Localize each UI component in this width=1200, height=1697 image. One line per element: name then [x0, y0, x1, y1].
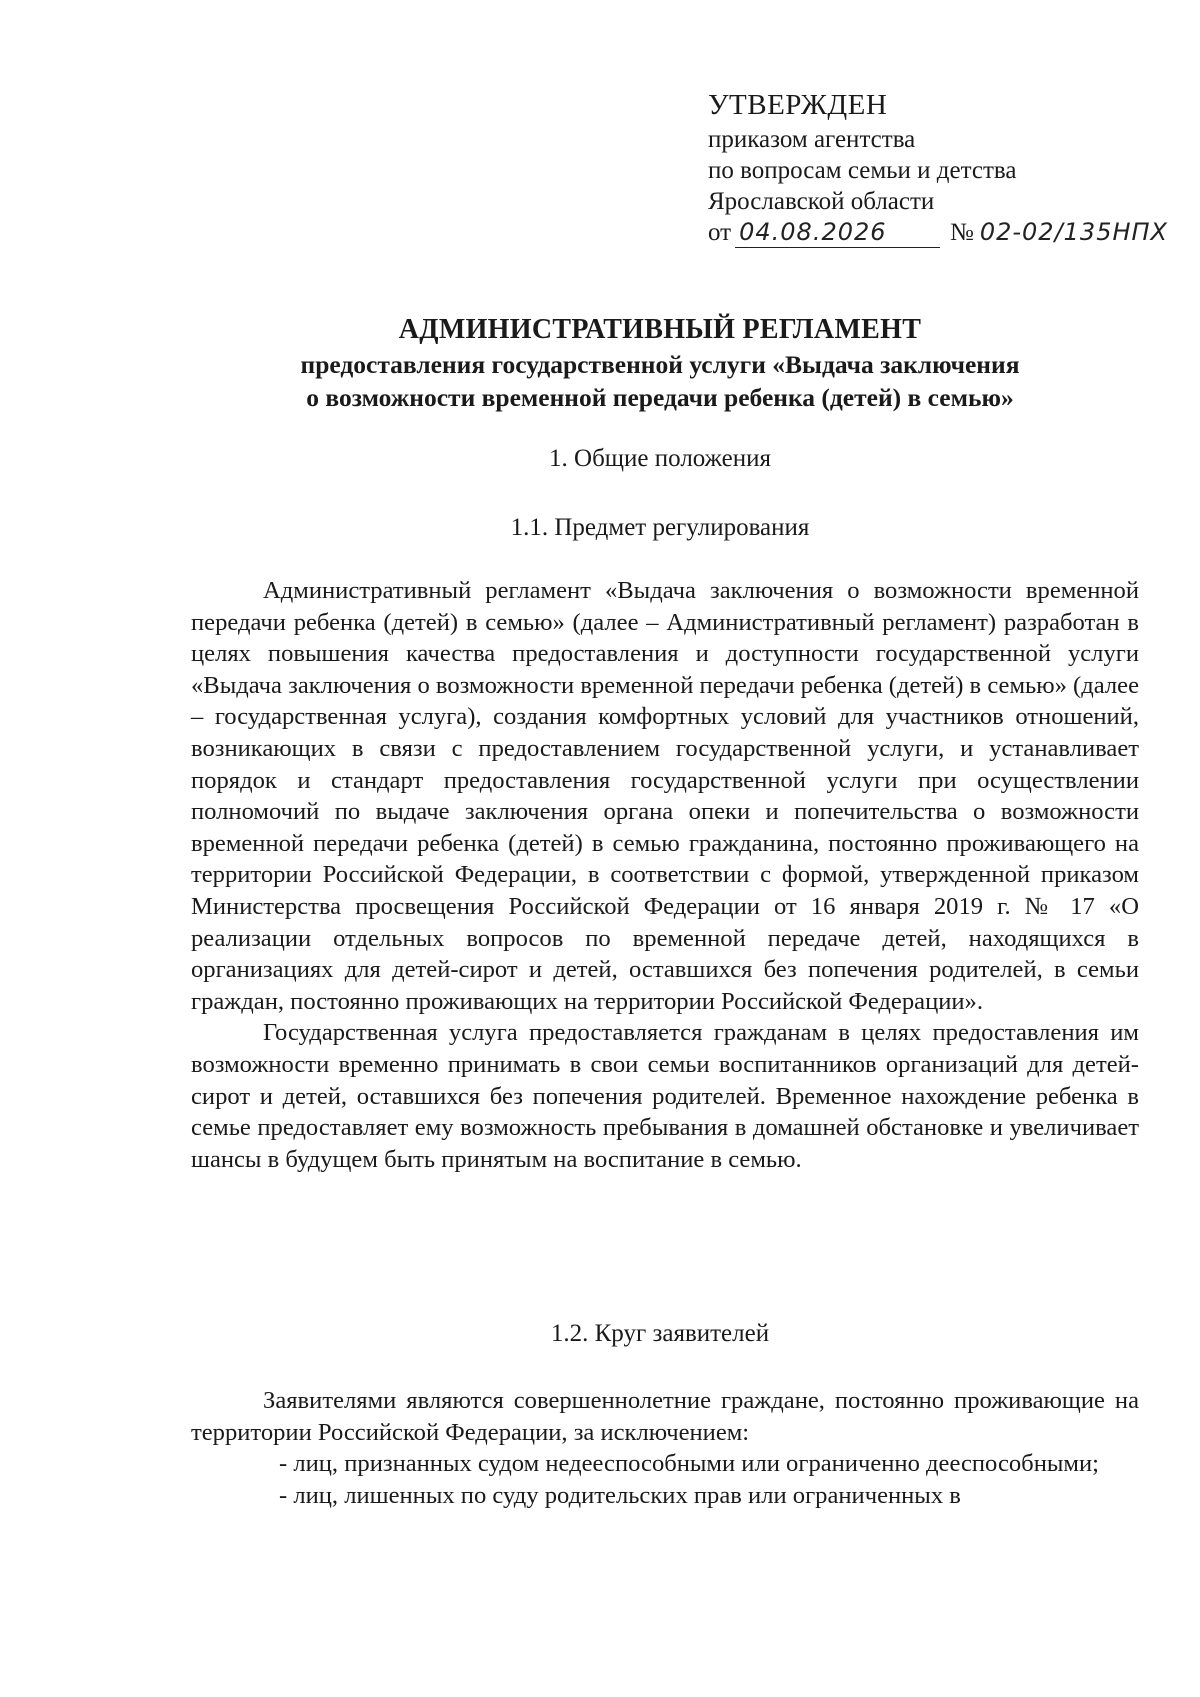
document-title: АДМИНИСТРАТИВНЫЙ РЕГЛАМЕНТ: [398, 314, 922, 345]
document-subtitle-line-1: предоставления государственной услуги «Выдача заключения: [300, 350, 1020, 379]
handwritten-number: 02-02/135НПХ: [979, 218, 1168, 246]
paragraph-1: Административный регламент «Выдача заключения о возможности временной передачи ребенка (детей) в семью» (далее – Административный регламент) разработан в целях повышения качества предоставления и доступности государственной услуги «Выдача заключения о возможности временной передачи ребенка (детей) в семью» (далее – государственная услуга), создания комфортных условий для участников отношений, возникающих в связи с предоставлением государственной услуги, и устанавливает порядок и стандарт предоставления государственной услуги при осуществлении полномочий по выдаче заключения органа опеки и попечительства о возможности временной передачи ребенка (детей) в семью гражданина, постоянно проживающего на территории Российской Федерации, в соответствии с формой, утвержденной приказом Министерства просвещения Российской Федерации от 16 января 2019 г. № 17 «О реализации отдельных вопросов по временной передаче детей, находящихся в организациях для детей-сирот и детей, оставшихся без попечения родителей, в семьи граждан, постоянно проживающих на территории Российской Федерации».: [191, 577, 1139, 1015]
number-prefix: №: [949, 219, 974, 246]
number-field: [980, 217, 1168, 248]
date-field: [735, 217, 940, 248]
section-1-1-body: [191, 575, 1139, 1175]
list-item-1: - лиц, признанных судом недееспособными или ограниченно дееспособными;: [279, 1450, 1099, 1478]
paragraph-2: Государственная услуга предоставляется гражданам в целях предоставления им возможности временно принимать в свои семьи воспитанников организаций для детей-сирот и детей, оставшихся без попечения родителей. Временное нахождение ребенка в семье предоставляет ему возможность пребывания в домашней обстановке и увеличивает шансы в будущем быть принятым на воспитание в семью.: [191, 1019, 1139, 1173]
document-heading: [190, 312, 1130, 414]
approval-line-2: по вопросам семьи и детства: [708, 157, 1017, 184]
approval-title: УТВЕРЖДЕН: [708, 89, 888, 121]
document-subtitle-line-2: о возможности временной передачи ребенка (детей) в семью»: [306, 383, 1014, 412]
section-1-2-title: 1.2. Круг заявителей: [550, 1320, 770, 1347]
section-1-2-body: [191, 1385, 1139, 1511]
approval-line-1: приказом агентства: [708, 126, 916, 153]
handwritten-date: 04.08.2026: [739, 218, 887, 246]
section-1-title: 1. Общие положения: [549, 445, 771, 472]
date-prefix: от: [708, 219, 732, 246]
approval-block: [708, 86, 1168, 248]
list-item-2: - лиц, лишенных по суду родительских прав или ограниченных в: [279, 1481, 961, 1509]
paragraph-3: Заявителями являются совершеннолетние граждане, постоянно проживающие на территории Российской Федерации, за исключением:: [191, 1387, 1139, 1446]
section-1-1-title: 1.1. Предмет регулирования: [510, 514, 810, 541]
approval-line-3: Ярославской области: [708, 188, 935, 215]
approval-date-number-row: [708, 217, 1168, 248]
